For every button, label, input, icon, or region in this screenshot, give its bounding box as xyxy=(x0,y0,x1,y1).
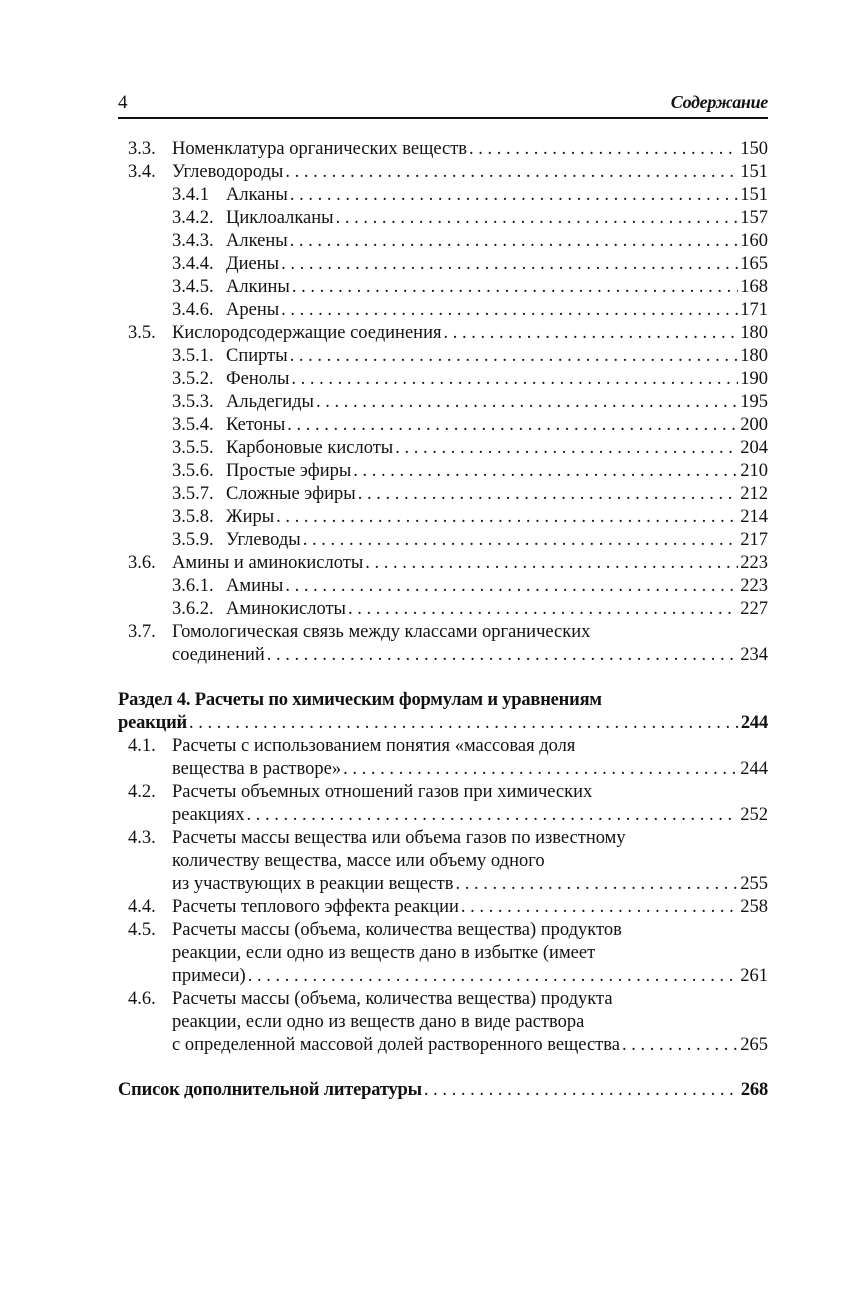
entry-body xyxy=(118,299,768,322)
entry-title: Алкены xyxy=(226,231,288,251)
entry-page-number: 255 xyxy=(740,874,768,894)
dot-leader xyxy=(469,138,738,161)
entry-body xyxy=(118,781,768,827)
entry-number: 3.5.9. xyxy=(172,530,214,550)
entry-title: Карбоновые кислоты xyxy=(226,438,394,458)
toc-entry[interactable] xyxy=(118,919,768,988)
entry-title: Гомологическая связь между классами органических xyxy=(172,622,591,642)
toc-entry[interactable] xyxy=(118,598,768,621)
entry-title: из участвующих в реакции веществ xyxy=(172,874,454,894)
entry-line xyxy=(226,575,768,598)
entry-page-number: 210 xyxy=(740,461,768,481)
entry-line xyxy=(172,758,768,781)
toc-entry[interactable] xyxy=(118,322,768,345)
entry-body xyxy=(118,896,768,919)
entry-number: 3.4.4. xyxy=(172,254,214,274)
toc-entry[interactable] xyxy=(118,276,768,299)
entry-title: Жиры xyxy=(226,507,275,527)
entry-page-number: 265 xyxy=(740,1035,768,1055)
entry-number: 4.2. xyxy=(128,782,156,802)
toc-group-chapter-3 xyxy=(118,138,768,667)
entry-body xyxy=(118,689,768,735)
entry-title: Расчеты массы вещества или объема газов по известному xyxy=(172,828,626,848)
entry-page-number: 223 xyxy=(740,553,768,573)
entry-line xyxy=(172,873,768,896)
entry-title: Расчеты объемных отношений газов при химических xyxy=(172,782,593,802)
toc-entry[interactable] xyxy=(118,368,768,391)
entry-body xyxy=(118,529,768,552)
toc-entry[interactable] xyxy=(118,391,768,414)
entry-line xyxy=(172,138,768,161)
entry-body xyxy=(118,919,768,988)
entry-number: 3.3. xyxy=(128,139,156,159)
entry-line xyxy=(172,735,768,758)
dot-leader xyxy=(287,414,738,437)
entry-title: Фенолы xyxy=(226,369,290,389)
entry-page-number: 180 xyxy=(740,323,768,343)
entry-line xyxy=(226,253,768,276)
dot-leader xyxy=(290,184,738,207)
toc-entry[interactable] xyxy=(118,437,768,460)
dot-leader xyxy=(281,253,738,276)
entry-title: Амины и аминокислоты xyxy=(172,553,364,573)
entry-page-number: 244 xyxy=(740,713,768,733)
entry-body xyxy=(118,161,768,184)
entry-title: Расчеты с использованием понятия «массовая доля xyxy=(172,736,576,756)
entry-title: Альдегиды xyxy=(226,392,314,412)
entry-title: с определенной массовой долей растворенного вещества xyxy=(172,1035,620,1055)
toc-entry[interactable] xyxy=(118,735,768,781)
entry-line xyxy=(172,896,768,919)
entry-line xyxy=(172,621,768,644)
toc-entry[interactable] xyxy=(118,138,768,161)
dot-leader xyxy=(281,299,738,322)
entry-body xyxy=(118,437,768,460)
dot-leader xyxy=(365,552,738,575)
dot-leader xyxy=(290,345,739,368)
dot-leader xyxy=(455,873,738,896)
dot-leader xyxy=(246,804,738,827)
entry-body xyxy=(118,506,768,529)
entry-page-number: 261 xyxy=(740,966,768,986)
entry-line xyxy=(172,644,768,667)
toc-entry[interactable] xyxy=(118,184,768,207)
entry-line xyxy=(118,712,768,735)
entry-page-number: 214 xyxy=(740,507,768,527)
entry-number: 3.5.4. xyxy=(172,415,214,435)
entry-line xyxy=(172,919,768,942)
entry-title: количеству вещества, массе или объему одного xyxy=(172,851,545,871)
toc-entry[interactable] xyxy=(118,896,768,919)
header-rule xyxy=(118,117,768,119)
entry-page-number: 180 xyxy=(740,346,768,366)
entry-number: 3.5.6. xyxy=(172,461,214,481)
entry-body xyxy=(118,345,768,368)
toc-group-bibliography xyxy=(118,1079,768,1102)
entry-line xyxy=(226,207,768,230)
entry-line xyxy=(226,506,768,529)
dot-leader xyxy=(443,322,738,345)
entry-page-number: 212 xyxy=(740,484,768,504)
entry-title: примеси) xyxy=(172,966,246,986)
entry-line xyxy=(226,598,768,621)
toc-entry[interactable] xyxy=(118,506,768,529)
entry-title: реакции, если одно из веществ дано в избытке (имеет xyxy=(172,943,596,963)
toc-entry[interactable] xyxy=(118,781,768,827)
entry-title: Список дополнительной литературы xyxy=(118,1080,422,1100)
entry-title: Простые эфиры xyxy=(226,461,352,481)
entry-number: 3.5. xyxy=(128,323,156,343)
dot-leader xyxy=(622,1034,738,1057)
dot-leader xyxy=(395,437,738,460)
entry-body xyxy=(118,253,768,276)
entry-line xyxy=(172,552,768,575)
entry-body xyxy=(118,207,768,230)
toc-entry[interactable] xyxy=(118,230,768,253)
entry-title: Номенклатура органических веществ xyxy=(172,139,468,159)
dot-leader xyxy=(276,506,738,529)
page-header xyxy=(118,90,768,116)
dot-leader xyxy=(290,230,739,253)
entry-title: реакций xyxy=(118,713,187,733)
entry-line xyxy=(226,345,768,368)
entry-title: Арены xyxy=(226,300,280,320)
entry-number: 3.6. xyxy=(128,553,156,573)
entry-page-number: 244 xyxy=(740,759,768,779)
entry-line xyxy=(226,230,768,253)
entry-line xyxy=(172,850,768,873)
dot-leader xyxy=(285,575,738,598)
entry-body xyxy=(118,184,768,207)
entry-number: 3.7. xyxy=(128,622,156,642)
entry-page-number: 227 xyxy=(740,599,768,619)
entry-title: Циклоалканы xyxy=(226,208,334,228)
entry-number: 3.4.3. xyxy=(172,231,214,251)
spacer xyxy=(118,667,768,689)
entry-body xyxy=(118,735,768,781)
table-of-contents xyxy=(118,138,768,1102)
entry-number: 3.5.7. xyxy=(172,484,214,504)
entry-number: 4.6. xyxy=(128,989,156,1009)
entry-page-number: 157 xyxy=(740,208,768,228)
entry-line xyxy=(226,368,768,391)
entry-number: 3.4.5. xyxy=(172,277,214,297)
entry-number: 3.5.2. xyxy=(172,369,214,389)
entry-line xyxy=(172,965,768,988)
dot-leader xyxy=(267,644,738,667)
dot-leader xyxy=(336,207,739,230)
entry-title: соединений xyxy=(172,645,265,665)
entry-page-number: 151 xyxy=(740,162,768,182)
entry-title: Кислородсодержащие соединения xyxy=(172,323,442,343)
entry-page-number: 160 xyxy=(740,231,768,251)
entry-title: Расчеты массы (объема, количества вещества) продуктов xyxy=(172,920,622,940)
entry-line xyxy=(172,1034,768,1057)
entry-number: 4.1. xyxy=(128,736,156,756)
entry-line xyxy=(172,161,768,184)
entry-page-number: 223 xyxy=(740,576,768,596)
entry-line xyxy=(172,827,768,850)
dot-leader xyxy=(353,460,738,483)
entry-number: 3.6.2. xyxy=(172,599,214,619)
entry-body xyxy=(118,827,768,896)
toc-entry[interactable] xyxy=(118,827,768,896)
entry-page-number: 204 xyxy=(740,438,768,458)
entry-number: 4.4. xyxy=(128,897,156,917)
toc-entry[interactable] xyxy=(118,552,768,575)
entry-title: Углеводороды xyxy=(172,162,284,182)
entry-page-number: 258 xyxy=(740,897,768,917)
dot-leader xyxy=(348,598,738,621)
entry-line xyxy=(226,299,768,322)
entry-number: 3.4.6. xyxy=(172,300,214,320)
entry-body xyxy=(118,483,768,506)
entry-page-number: 165 xyxy=(740,254,768,274)
dot-leader xyxy=(291,368,738,391)
toc-entry[interactable] xyxy=(118,299,768,322)
toc-entry[interactable] xyxy=(118,988,768,1057)
entry-number: 4.3. xyxy=(128,828,156,848)
dot-leader xyxy=(343,758,738,781)
entry-body xyxy=(118,414,768,437)
entry-line xyxy=(172,322,768,345)
entry-body xyxy=(118,1079,768,1102)
entry-number: 3.5.1. xyxy=(172,346,214,366)
entry-number: 4.5. xyxy=(128,920,156,940)
entry-title: Раздел 4. Расчеты по химическим формулам и уравнениям xyxy=(118,690,602,710)
toc-entry[interactable] xyxy=(118,529,768,552)
entry-line xyxy=(226,437,768,460)
toc-entry[interactable] xyxy=(118,575,768,598)
entry-body xyxy=(118,230,768,253)
dot-leader xyxy=(189,712,739,735)
entry-page-number: 252 xyxy=(740,805,768,825)
entry-page-number: 217 xyxy=(740,530,768,550)
entry-body xyxy=(118,138,768,161)
dot-leader xyxy=(292,276,738,299)
entry-title: реакциях xyxy=(172,805,245,825)
entry-page-number: 268 xyxy=(740,1080,768,1100)
dot-leader xyxy=(358,483,739,506)
entry-body xyxy=(118,575,768,598)
entry-body xyxy=(118,460,768,483)
entry-page-number: 168 xyxy=(740,277,768,297)
entry-line xyxy=(172,804,768,827)
toc-entry[interactable] xyxy=(118,460,768,483)
toc-entry[interactable] xyxy=(118,253,768,276)
entry-line xyxy=(172,781,768,804)
toc-heading-entry[interactable] xyxy=(118,689,768,735)
toc-entry[interactable] xyxy=(118,414,768,437)
entry-title: Сложные эфиры xyxy=(226,484,356,504)
entry-line xyxy=(226,483,768,506)
entry-number: 3.4.2. xyxy=(172,208,214,228)
toc-heading-entry[interactable] xyxy=(118,1079,768,1102)
dot-leader xyxy=(424,1079,739,1102)
entry-number: 3.5.3. xyxy=(172,392,214,412)
entry-number: 3.5.5. xyxy=(172,438,214,458)
dot-leader xyxy=(461,896,738,919)
dot-leader xyxy=(303,529,739,552)
toc-group-section-4 xyxy=(118,735,768,1057)
entry-body xyxy=(118,552,768,575)
entry-line xyxy=(226,391,768,414)
entry-page-number: 151 xyxy=(740,185,768,205)
entry-line xyxy=(226,460,768,483)
entry-body xyxy=(118,598,768,621)
entry-title: Амины xyxy=(226,576,284,596)
entry-line xyxy=(226,529,768,552)
toc-entry[interactable] xyxy=(118,483,768,506)
entry-line xyxy=(226,276,768,299)
toc-group-section-4-heading xyxy=(118,689,768,735)
dot-leader xyxy=(316,391,738,414)
entry-number: 3.4. xyxy=(128,162,156,182)
entry-line xyxy=(118,1079,768,1102)
entry-body xyxy=(118,391,768,414)
entry-line xyxy=(118,689,768,712)
entry-title: Углеводы xyxy=(226,530,301,550)
entry-number: 3.5.8. xyxy=(172,507,214,527)
entry-number: 3.4.1 xyxy=(172,185,209,205)
entry-line xyxy=(172,942,768,965)
entry-body xyxy=(118,368,768,391)
toc-entry[interactable] xyxy=(118,621,768,667)
entry-body xyxy=(118,988,768,1057)
entry-title: Спирты xyxy=(226,346,288,366)
entry-title: Диены xyxy=(226,254,280,274)
entry-title: Расчеты массы (объема, количества вещества) продукта xyxy=(172,989,613,1009)
entry-page-number: 171 xyxy=(740,300,768,320)
entry-title: Алкины xyxy=(226,277,290,297)
entry-page-number: 200 xyxy=(740,415,768,435)
dot-leader xyxy=(248,965,739,988)
entry-number: 3.6.1. xyxy=(172,576,214,596)
spacer xyxy=(118,1057,768,1079)
dot-leader xyxy=(285,161,738,184)
toc-entry[interactable] xyxy=(118,207,768,230)
entry-page-number: 234 xyxy=(740,645,768,665)
entry-line xyxy=(226,414,768,437)
page-number: 4 xyxy=(118,92,128,113)
toc-entry[interactable] xyxy=(118,345,768,368)
entry-title: Аминокислоты xyxy=(226,599,346,619)
entry-line xyxy=(226,184,768,207)
entry-title: вещества в растворе» xyxy=(172,759,342,779)
entry-title: Кетоны xyxy=(226,415,286,435)
entry-line xyxy=(172,988,768,1011)
entry-page-number: 190 xyxy=(740,369,768,389)
entry-title: реакции, если одно из веществ дано в виде раствора xyxy=(172,1012,585,1032)
entry-title: Расчеты теплового эффекта реакции xyxy=(172,897,459,917)
entry-title: Алканы xyxy=(226,185,288,205)
entry-line xyxy=(172,1011,768,1034)
entry-body xyxy=(118,322,768,345)
entry-page-number: 195 xyxy=(740,392,768,412)
entry-body xyxy=(118,276,768,299)
entry-page-number: 150 xyxy=(740,139,768,159)
running-title: Содержание xyxy=(670,92,768,112)
entry-body xyxy=(118,621,768,667)
toc-entry[interactable] xyxy=(118,161,768,184)
